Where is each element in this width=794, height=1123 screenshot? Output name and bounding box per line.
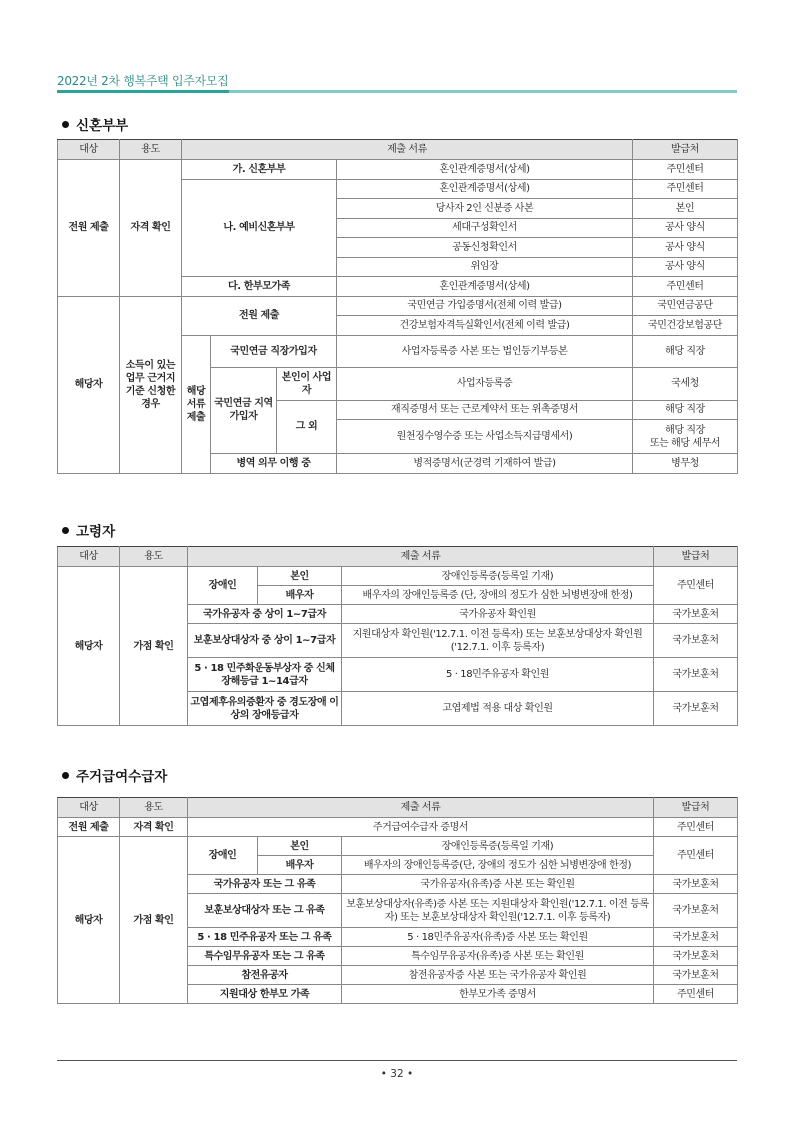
cell-self-employed: 본인이 사업자 [277, 367, 337, 400]
cell-issuer: 주민센터 [633, 179, 738, 199]
cell-bonus: 가점 확인 [120, 567, 188, 726]
page-number: • 32 • [380, 1068, 414, 1080]
cell-issuer: 해당 직장 또는 해당 세무서 [633, 420, 738, 454]
cell-label: 보훈보상대상자 또는 그 유족 [188, 894, 342, 928]
cell-doc: 혼인관계증명서(상세) [337, 277, 633, 297]
cell-doc: 건강보험자격득실확인서(전체 이력 발급) [337, 316, 633, 336]
col-header-use: 용도 [120, 798, 188, 818]
elderly-table [57, 546, 738, 726]
cell-issuer: 국민건강보험공단 [633, 316, 738, 336]
col-header-use: 용도 [120, 140, 182, 160]
cell-qualification: 자격 확인 [120, 818, 188, 837]
cell-label: 국가유공자 중 상이 1~7급자 [188, 605, 342, 624]
cell-spouse: 배우자 [258, 586, 342, 605]
cell-doc: 특수임무유공자(유족)증 사본 또는 확인원 [342, 947, 654, 966]
cell-doc: 병적증명서(군경력 기재하여 발급) [337, 454, 633, 474]
cell-doc: 주거급여수급자 증명서 [188, 818, 654, 837]
cell-applicable-docs: 해당 서류 제출 [182, 335, 211, 473]
cell-all-submit: 전원 제출 [58, 160, 120, 297]
cell-issuer: 해당 직장 [633, 400, 738, 420]
cell-issuer: 국가보훈처 [654, 928, 738, 947]
cell-issuer: 국가보훈처 [654, 605, 738, 624]
cell-issuer: 주민센터 [654, 818, 738, 837]
col-header-docs: 제출 서류 [188, 798, 654, 818]
cell-issuer: 본인 [633, 199, 738, 219]
cell-income-use: 소득이 있는 업무 근거지 기준 신청한 경우 [120, 296, 182, 473]
col-header-target: 대상 [58, 798, 120, 818]
cell-doc: 위임장 [337, 257, 633, 277]
cell-doc: 배우자의 장애인등록증(단, 장애의 정도가 심한 뇌병변장애 한정) [342, 856, 654, 875]
cell-doc: 세대구성확인서 [337, 218, 633, 238]
bullet-icon [62, 527, 69, 534]
cell-issuer: 국민연금공단 [633, 296, 738, 316]
cell-bonus: 가점 확인 [120, 837, 188, 1004]
cell-doc: 국가유공자 확인원 [342, 605, 654, 624]
cell-other: 그 외 [277, 400, 337, 454]
cell-doc: 혼인관계증명서(상세) [337, 179, 633, 199]
cell-label: 고엽제후유의증환자 중 경도장애 이상의 장애등급자 [188, 692, 342, 726]
cell-applicable: 해당자 [58, 567, 120, 726]
cell-a-newlywed: 가. 신혼부부 [182, 160, 337, 180]
cell-doc: 혼인관계증명서(상세) [337, 160, 633, 180]
bullet-icon [62, 772, 69, 779]
cell-doc: 지원대상자 확인원('12.7.1. 이전 등록자) 또는 보훈보상대상자 확인원('12.7.1. 이후 등록자) [342, 624, 654, 658]
cell-self: 본인 [258, 567, 342, 586]
cell-doc: 고엽제법 적용 대상 확인원 [342, 692, 654, 726]
cell-military: 병역 의무 이행 중 [211, 454, 337, 474]
cell-issuer: 주민센터 [633, 277, 738, 297]
header-rule-accent [57, 90, 229, 93]
cell-doc: 사업자등록증 사본 또는 법인등기부등본 [337, 335, 633, 367]
col-header-issuer: 발급처 [654, 798, 738, 818]
col-header-target: 대상 [58, 140, 120, 160]
col-header-issuer: 발급처 [654, 547, 738, 567]
cell-doc: 배우자의 장애인등록증 (단, 장애의 정도가 심한 뇌병변장애 한정) [342, 586, 654, 605]
cell-label: 보훈보상대상자 중 상이 1~7급자 [188, 624, 342, 658]
cell-doc: 장애인등록증(등록일 기재) [342, 567, 654, 586]
cell-issuer: 국가보훈처 [654, 624, 738, 658]
cell-issuer: 주민센터 [633, 160, 738, 180]
cell-b-prenewlywed: 나. 예비신혼부부 [182, 179, 337, 277]
cell-doc: 한부모가족 증명서 [342, 985, 654, 1004]
cell-issuer: 국가보훈처 [654, 966, 738, 985]
cell-label: 참전유공자 [188, 966, 342, 985]
cell-doc: 당사자 2인 신분증 사본 [337, 199, 633, 219]
col-header-target: 대상 [58, 547, 120, 567]
cell-c-singleparent: 다. 한부모가족 [182, 277, 337, 297]
cell-self: 본인 [258, 837, 342, 856]
col-header-docs: 제출 서류 [188, 547, 654, 567]
cell-doc: 원천징수영수증 또는 사업소득지급명세서) [337, 420, 633, 454]
cell-label: 지원대상 한부모 가족 [188, 985, 342, 1004]
cell-issuer: 국가보훈처 [654, 947, 738, 966]
cell-doc: 국가유공자(유족)증 사본 또는 확인원 [342, 875, 654, 894]
cell-doc: 재직증명서 또는 근로계약서 또는 위촉증명서 [337, 400, 633, 420]
cell-doc: 보훈보상대상자(유족)증 사본 또는 지원대상자 확인원('12.7.1. 이전 등록자) 또는 보훈보상대상자 확인원('12.7.1. 이후 등록자) [342, 894, 654, 928]
cell-label: 5 · 18 민주유공자 또는 그 유족 [188, 928, 342, 947]
cell-disabled: 장애인 [188, 837, 258, 875]
cell-applicable: 해당자 [58, 837, 120, 1004]
cell-issuer: 주민센터 [654, 837, 738, 875]
cell-issuer: 국가보훈처 [654, 658, 738, 692]
col-header-use: 용도 [120, 547, 188, 567]
cell-doc: 참전유공자증 사본 또는 국가유공자 확인원 [342, 966, 654, 985]
cell-issuer: 국가보훈처 [654, 692, 738, 726]
bullet-icon [62, 121, 69, 128]
cell-issuer: 병무청 [633, 454, 738, 474]
cell-doc: 사업자등록증 [337, 367, 633, 400]
col-header-docs: 제출 서류 [182, 140, 633, 160]
cell-all-submit: 전원 제출 [58, 818, 120, 837]
cell-applicable: 해당자 [58, 296, 120, 473]
cell-disabled: 장애인 [188, 567, 258, 605]
cell-issuer: 국세청 [633, 367, 738, 400]
newlywed-table [57, 139, 738, 474]
footer-rule [57, 1060, 737, 1061]
cell-issuer: 공사 양식 [633, 238, 738, 258]
cell-workplace: 국민연금 직장가입자 [211, 335, 337, 367]
cell-label: 특수임무유공자 또는 그 유족 [188, 947, 342, 966]
cell-qualification: 자격 확인 [120, 160, 182, 297]
header-title: 2022년 2차 행복주택 입주자모집 [57, 74, 229, 88]
cell-doc: 5 · 18민주유공자(유족)증 사본 또는 확인원 [342, 928, 654, 947]
cell-issuer: 공사 양식 [633, 257, 738, 277]
cell-all-submit-2: 전원 제출 [182, 296, 337, 335]
cell-issuer: 주민센터 [654, 985, 738, 1004]
cell-issuer: 공사 양식 [633, 218, 738, 238]
cell-issuer: 국가보훈처 [654, 894, 738, 928]
cell-doc: 국민연금 가입증명서(전체 이력 발급) [337, 296, 633, 316]
section-title-housing: 주거급여수급자 [62, 765, 167, 785]
cell-label: 5 · 18 민주화운동부상자 중 신체장해등급 1~14급자 [188, 658, 342, 692]
cell-regional: 국민연금 지역가입자 [211, 367, 277, 454]
cell-issuer: 국가보훈처 [654, 875, 738, 894]
cell-doc: 공동신청확인서 [337, 238, 633, 258]
cell-doc: 장애인등록증(등록일 기재) [342, 837, 654, 856]
cell-issuer: 주민센터 [654, 567, 738, 605]
cell-spouse: 배우자 [258, 856, 342, 875]
cell-issuer: 해당 직장 [633, 335, 738, 367]
section-title-newlywed: 신혼부부 [62, 114, 128, 134]
housing-table [57, 797, 738, 1004]
col-header-issuer: 발급처 [633, 140, 738, 160]
section-title-elderly: 고령자 [62, 520, 115, 540]
cell-label: 국가유공자 또는 그 유족 [188, 875, 342, 894]
cell-doc: 5 · 18민주유공자 확인원 [342, 658, 654, 692]
